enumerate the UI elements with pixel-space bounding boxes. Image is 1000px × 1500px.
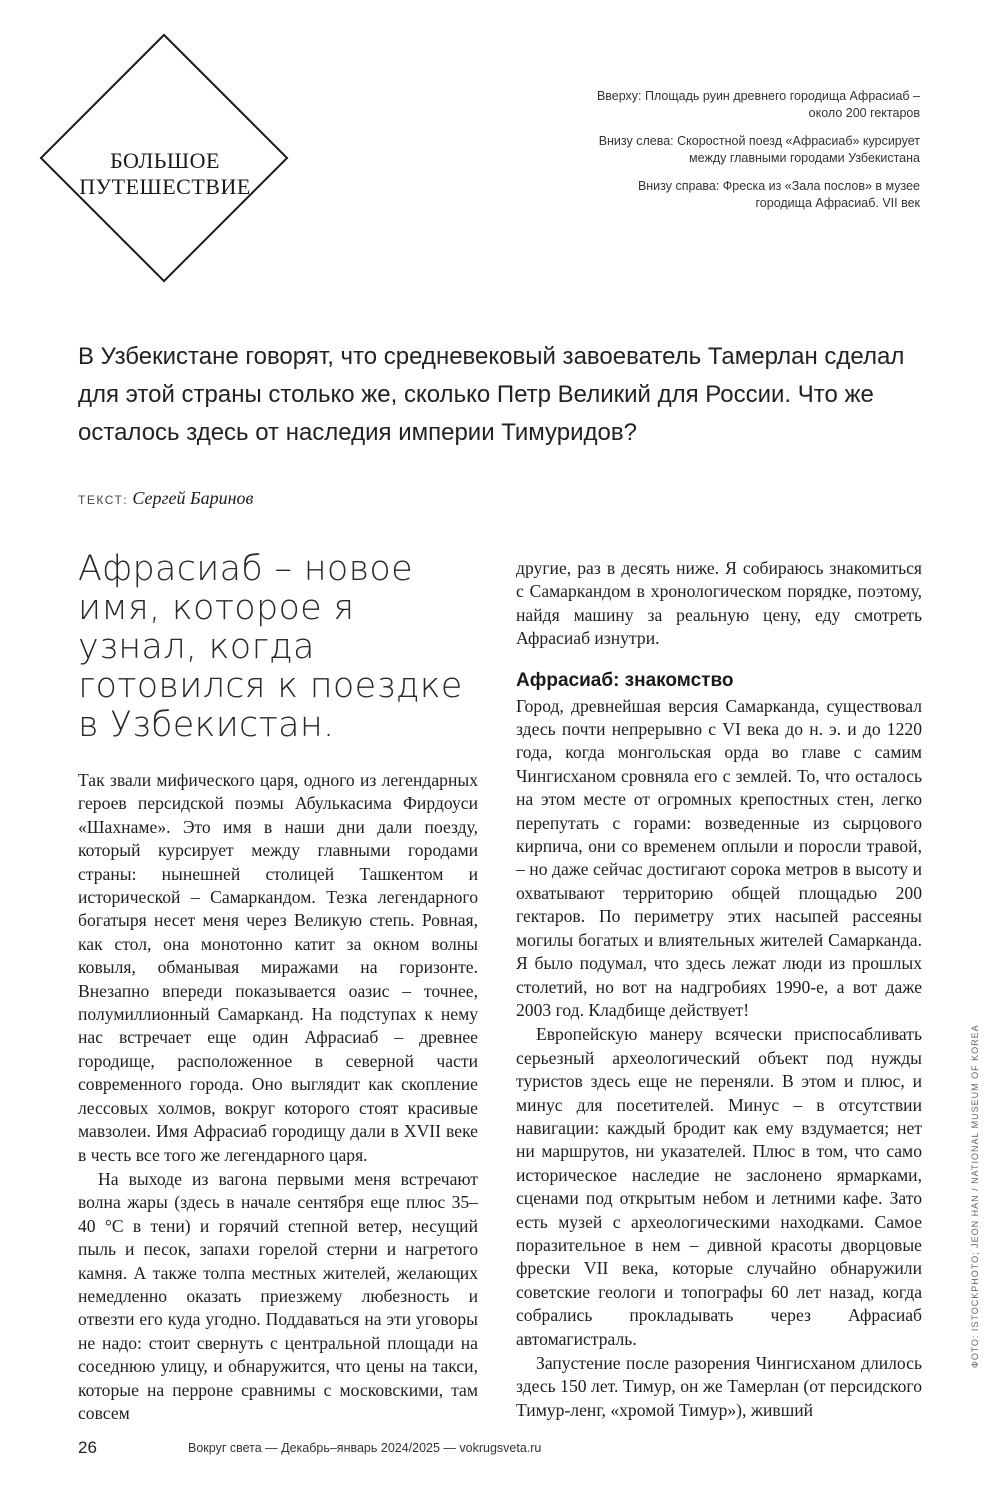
byline <box>78 488 253 509</box>
byline-label: ТЕКСТ: <box>78 493 129 507</box>
caption-bottom-left: Внизу слева: Скоростной поезд «Афрасиаб» курсирует между главными городами Узбекистана <box>598 134 920 165</box>
photo-captions <box>590 88 920 223</box>
byline-author: Сергей Баринов <box>132 488 254 508</box>
page-number: 26 <box>78 1438 97 1457</box>
caption-top: Вверху: Площадь руин древнего городища Афрасиаб – около 200 гектаров <box>596 89 920 120</box>
body-paragraph: Европейскую манеру всячески приспосабливать серьезный археологический объект под нужды туристов здесь еще не переняли. В этом и плюс, и минус для посетителей. Минус – в отсутствии навигации: каждый бродит как ему вздумается; нет ни маршрутов, ни указателей. Плюс в том, что само историческое наследие не заслонено ярмарками, сценами под открытым небом и летними кафе. Зато есть музей с археологическими находками. Самое поразительное в нем – дивной красоты дворцовые фрески VII века, которые случайно обнаружили советские геологи и топографы 60 лет назад, когда собрались прокладывать через Афрасиаб автомагистраль. <box>516 1024 922 1349</box>
lead-paragraph: В Узбекистане говорят, что средневековый завоеватель Тамерлан сделал для этой страны столько же, сколько Петр Великий для России. Что же осталось здесь от наследия империи Тимуридов? <box>78 343 905 446</box>
left-column <box>78 550 478 1425</box>
badge-line-1: БОЛЬШОЕ <box>110 148 220 173</box>
body-paragraph: Город, древнейшая версия Самарканда, существовал здесь почти непрерывно с VI века до н. э. и до 1220 года, когда монгольская орда во главе с самим Чингисханом сровняла его с землей. То, что осталось на этом месте от огромных крепостных стен, легко перепутать с горами: возведенные из сырцового кирпича, они со временем оплыли и поросли травой, – но даже сейчас достигают сорока метров в высоту и охватывают территорию общей площадью 200 гектаров. По периметру этих насыпей рассеяны могилы богатых и влиятельных жителей Самарканда. Я было подумал, что здесь лежат люди из прошлых столетий, но вот на надгробиях 1990-е, а вот даже 2003 год. Кладбище действует! <box>516 695 922 1020</box>
section-badge <box>60 148 270 200</box>
right-column <box>516 557 922 1422</box>
section-subhead: Афрасиаб: знакомство <box>516 669 734 691</box>
pull-quote: Афрасиаб – новое имя, которое я узнал, когда готовился к поездке в Узбекистан. <box>78 549 463 745</box>
caption-bottom-right: Внизу справа: Фреска из «Зала послов» в музее городища Афрасиаб. VII век <box>637 179 920 210</box>
body-paragraph: Запустение после разорения Чингисханом длилось здесь 150 лет. Тимур, он же Тамерлан (от персидского Тимур-ленг, «хромой Тимур»), живший <box>516 1353 922 1420</box>
footer-publication: Вокруг света — Декабрь–январь 2024/2025 — vokrugsveta.ru <box>188 1441 542 1455</box>
badge-line-2: ПУТЕШЕСТВИЕ <box>79 174 251 199</box>
body-paragraph: Так звали мифического царя, одного из легендарных героев персидской поэмы Абулькасима Фирдоуси «Шахнаме». Это имя в наши дни дали поезду, который курсирует между главными городами страны: нынешней столицей Ташкентом и исторической – Самаркандом. Тезка легендарного богатыря несет меня через Великую степь. Ровная, как стол, она монотонно катит за окном волны ковыля, обманывая миражами на горизонте. Внезапно впереди показывается оазис – точнее, полумиллионный Самарканд. На подступах к нему нас встречает еще один Афрасиаб – древнее городище, расположенное в северной части современного города. Оно выглядит как скопление лессовых холмов, вокруг которого стоят красивые мавзолеи. Имя Афрасиаб городищу дали в XVII веке в честь все того же легендарного царя. <box>78 770 478 1165</box>
photo-credit: ФОТО: ISTOCKPHOTO; JEON HAN / NATIONAL MUSEUM OF KOREA <box>970 1024 980 1368</box>
body-paragraph: другие, раз в десять ниже. Я собираюсь знакомиться с Самаркандом в хронологическом порядке, поэтому, найдя машину за реальную цену, еду смотреть Афрасиаб изнутри. <box>516 558 922 649</box>
body-paragraph: На выходе из вагона первыми меня встречают волна жары (здесь в начале сентября еще плюс 35–40 °С в тени) и горячий степной ветер, несущий пыль и песок, запахи горелой стерни и нагретого камня. А также толпа местных жителей, желающих немедленно оказать приезжему любезность и отвезти его куда угодно. Поддаваться на эти уговоры не надо: стоит свернуть с центральной площади на соседнюю улицу, и обнаружится, что цены на такси, которые на перроне сравнимы с московскими, там совсем <box>78 1168 478 1423</box>
